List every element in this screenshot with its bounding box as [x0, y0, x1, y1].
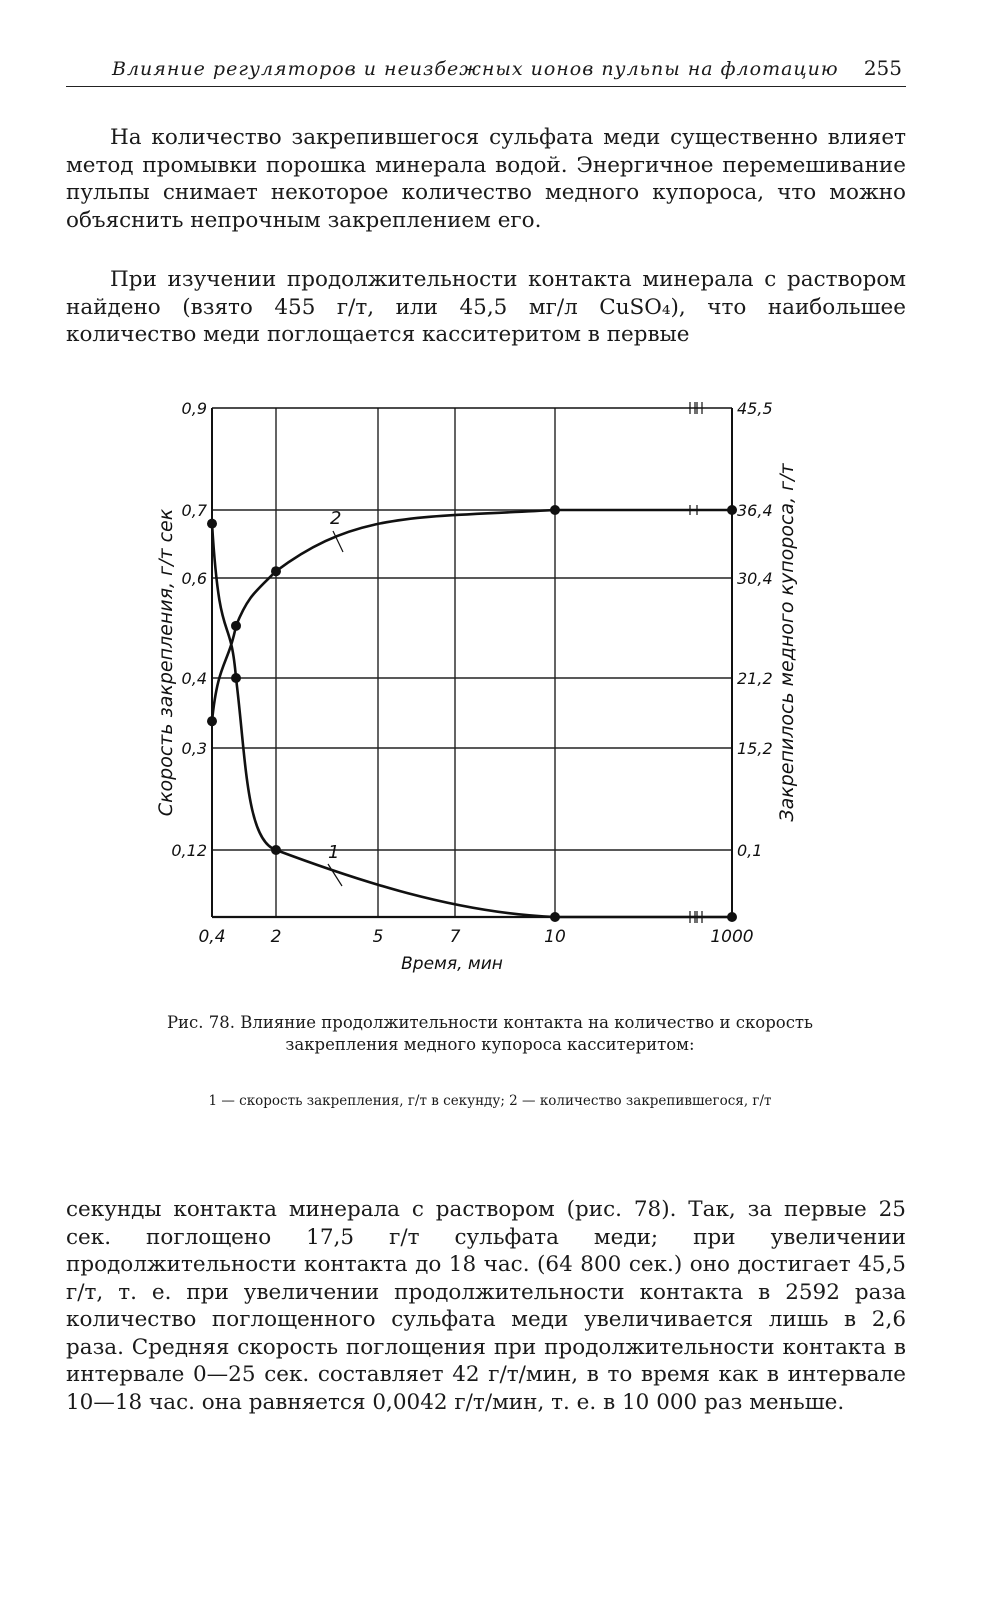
y-right-tick-label: 0,1	[737, 841, 763, 860]
figure-78	[150, 400, 810, 1020]
y-left-axis-title: Скорость закрепления, г/т сек	[155, 508, 177, 817]
series-2-point	[271, 566, 281, 576]
y-left-tick-label: 0,4	[181, 669, 207, 688]
series-1-point	[207, 519, 217, 529]
y-left-tick-label: 0,3	[181, 739, 207, 758]
paragraph-3: секунды контакта минерала с раствором (рис. 78). Так, за первые 25 сек. поглощено 17,5 г/т сульфата меди; при увеличении продолжительности контакта до 18 час. (64 800 сек.) оно достигает 45,5 г/т, т. е. при увеличении продолжительности контакта в 2592 раза количество поглощенного сульфата меди увеличивается лишь в 2,6 раза. Средняя скорость поглощения при продолжительности контакта в интервале 0—25 сек. составляет 42 г/т/мин, в то время как в интервале 10—18 час. она равняется 0,0042 г/т/мин, т. е. в 10 000 раз меньше.	[66, 1197, 906, 1415]
y-left-tick-label: 0,6	[181, 569, 207, 588]
y-left-tick-label: 0,12	[171, 841, 207, 860]
running-header	[66, 52, 906, 87]
series-1-point	[231, 673, 241, 683]
y-right-tick-label: 30,4	[737, 569, 773, 588]
running-header-title: Влияние регуляторов и неизбежных ионов пульпы на флотацию	[112, 58, 839, 80]
series-1-label: 1	[328, 842, 340, 863]
series-1-line	[212, 524, 732, 917]
figure-legend: 1 — скорость закрепления, г/т в секунду; 2 — количество закрепившегося, г/т	[208, 1093, 772, 1109]
series-2-point	[550, 505, 560, 515]
x-tick-label: 7	[449, 927, 461, 947]
paragraph-1: На количество закрепившегося сульфата меди существенно влияет метод промывки порошка минерала водой. Энергичное перемешивание пульпы снимает некоторое количество медного купороса, что можно объяснить непрочным закреплением его.	[66, 125, 906, 233]
series-2-line	[212, 510, 732, 721]
chart-grid	[212, 408, 732, 917]
chart-frame	[212, 402, 732, 923]
x-tick-label: 5	[372, 927, 384, 947]
chart-curves	[207, 505, 737, 922]
y-right-tick-label: 15,2	[737, 739, 773, 758]
x-tick-label: 10	[544, 927, 566, 947]
y-right-tick-label: 45,5	[737, 400, 773, 418]
series-2-point	[207, 716, 217, 726]
series-1-point	[271, 845, 281, 855]
x-tick-label: 2	[270, 927, 282, 947]
series-2-point	[727, 505, 737, 515]
series-1-point	[727, 912, 737, 922]
paragraph-2: При изучении продолжительности контакта минерала с раствором найдено (взято 455 г/т, или 45,5 мг/л CuSO₄), что наибольшее количество меди поглощается касситеритом в первые	[66, 267, 906, 347]
x-axis-title: Время, мин	[401, 954, 503, 974]
x-tick-label: 0,4	[198, 927, 226, 947]
x-tick-label: 1000	[710, 927, 754, 947]
figure-caption: Рис. 78. Влияние продолжительности контакта на количество и скорость закрепления медного купороса касситеритом:	[166, 1013, 814, 1054]
y-left-tick-label: 0,7	[181, 501, 207, 520]
y-right-tick-label: 21,2	[737, 669, 773, 688]
series-1-leader	[328, 864, 342, 886]
y-right-tick-label: 36,4	[737, 501, 773, 520]
series-2-label: 2	[330, 508, 342, 529]
y-right-axis-title: Закрепилось медного купороса, г/т	[776, 463, 798, 822]
series-2-point	[231, 621, 241, 631]
series-1-point	[550, 912, 560, 922]
y-left-tick-label: 0,9	[181, 400, 207, 418]
contact-time-chart	[150, 400, 810, 1020]
page-number: 255	[863, 56, 902, 80]
chart-labels	[155, 400, 798, 974]
